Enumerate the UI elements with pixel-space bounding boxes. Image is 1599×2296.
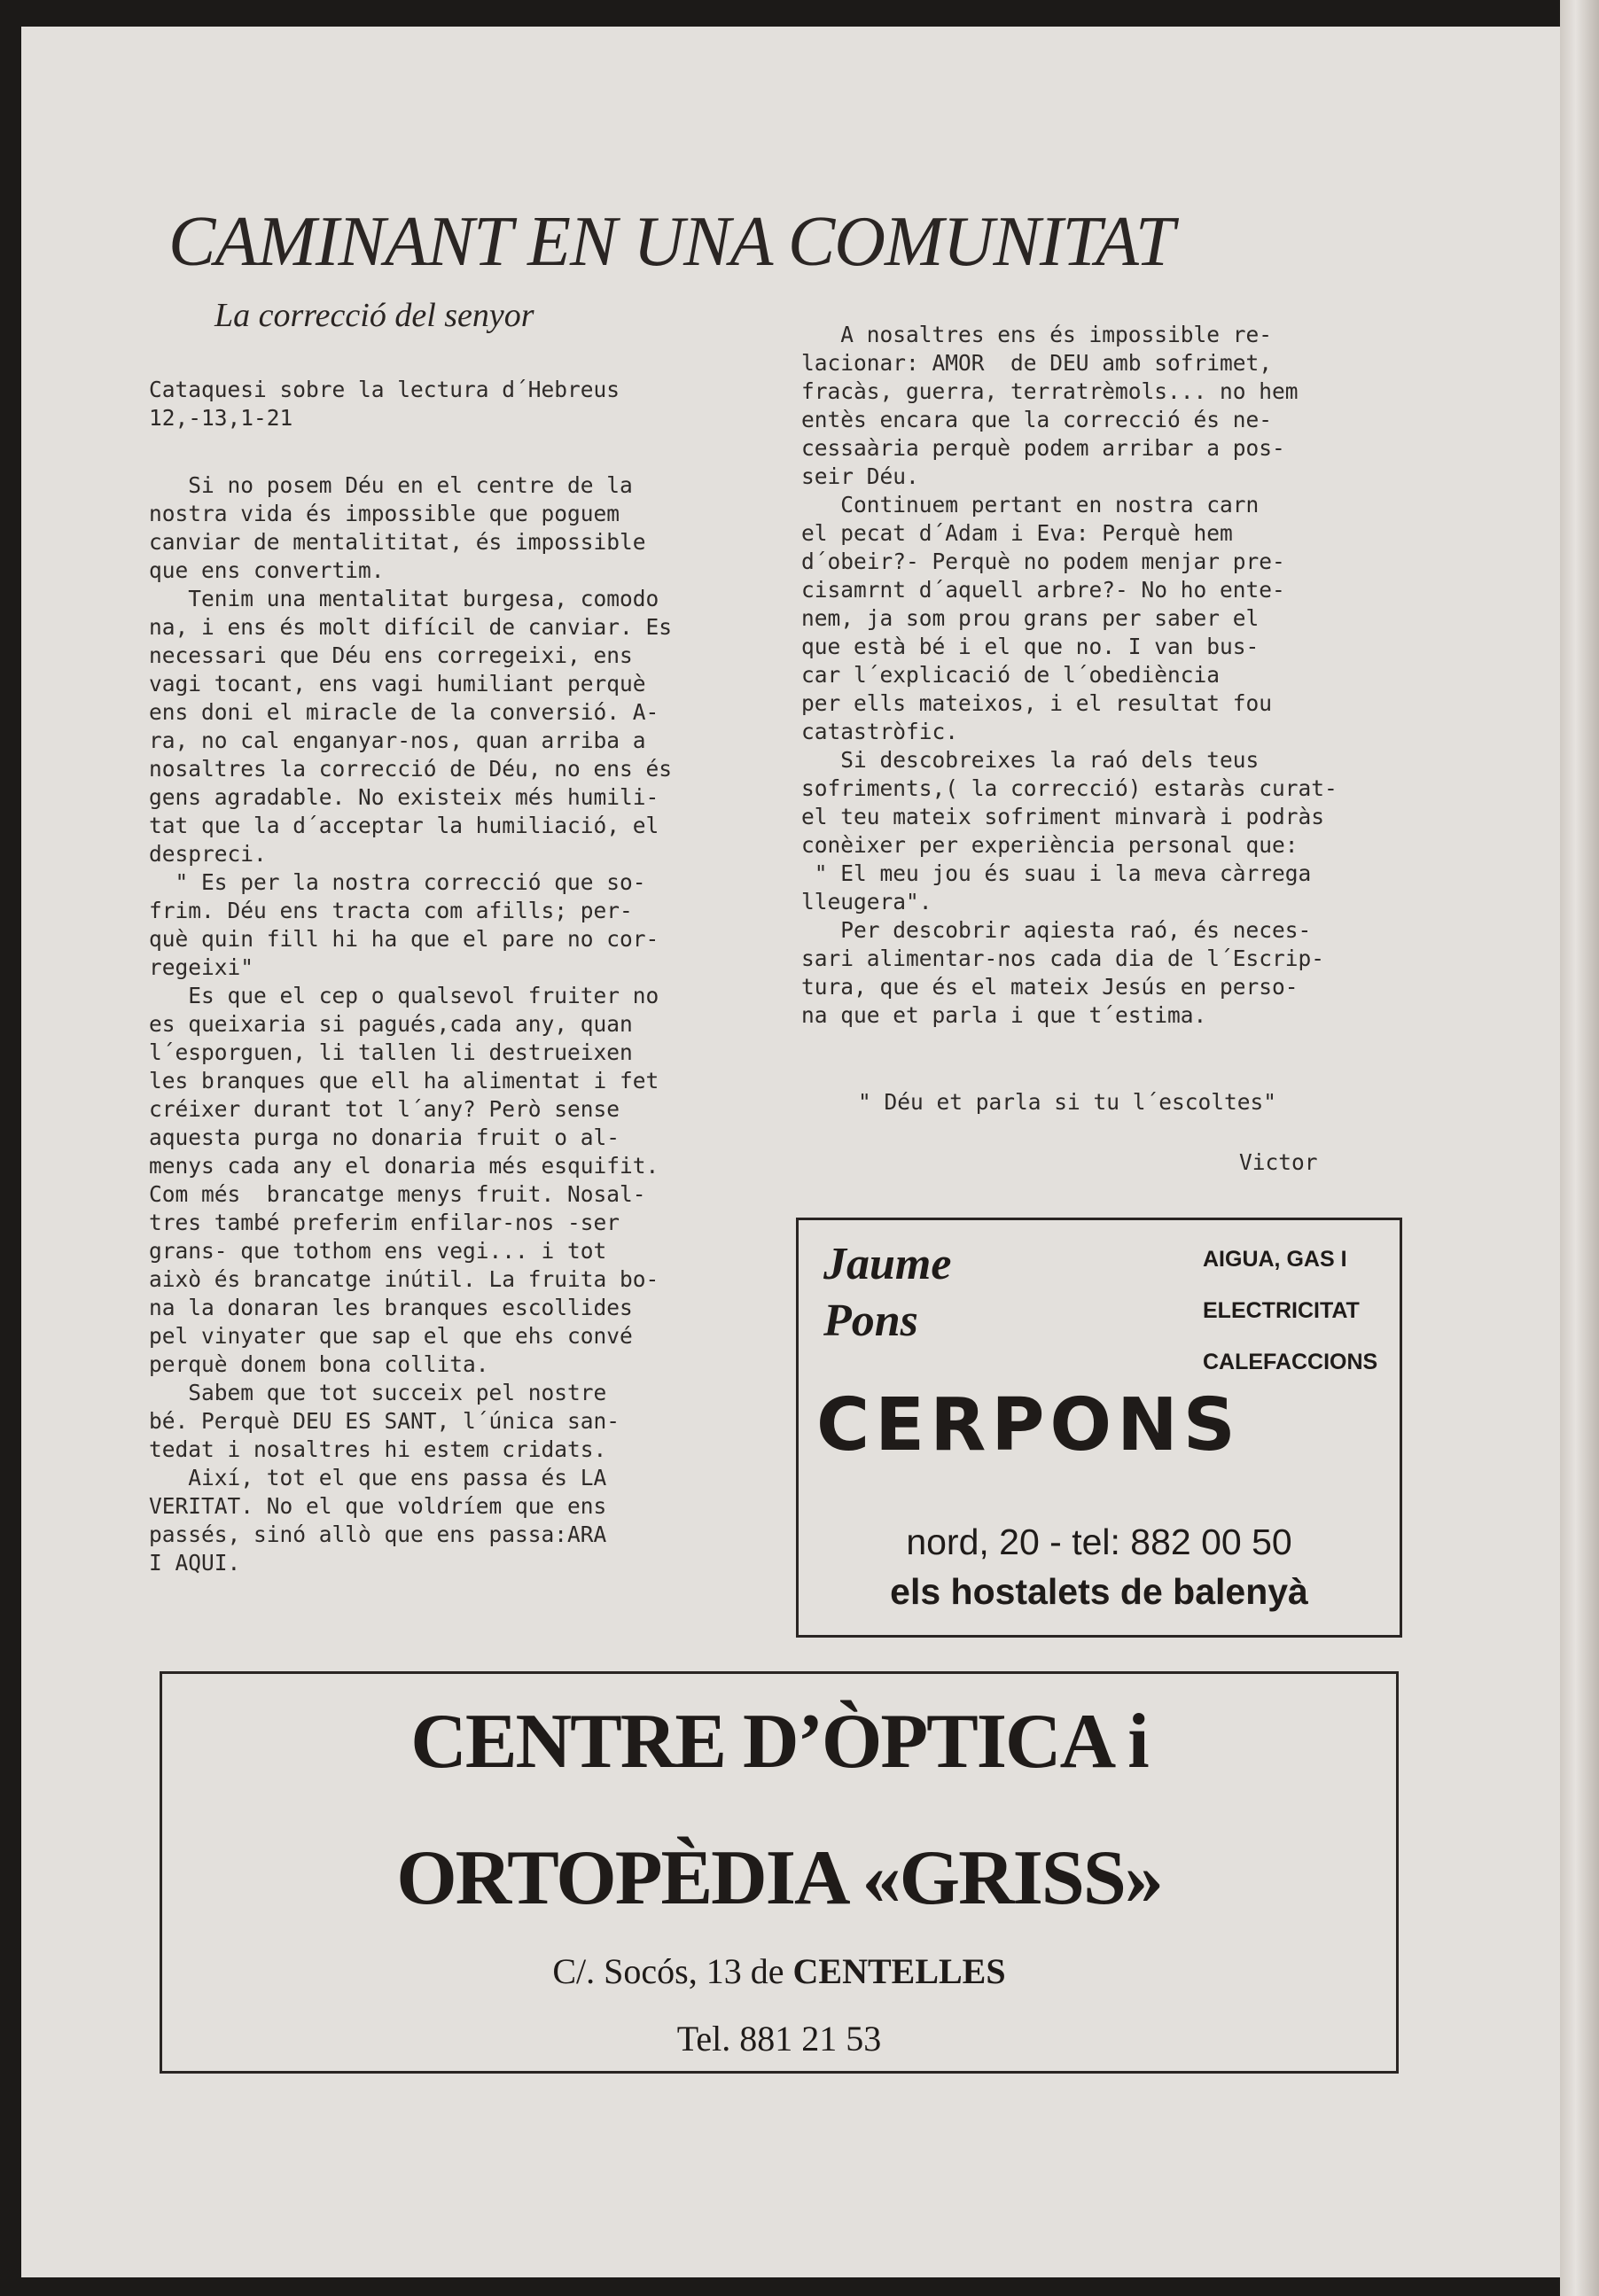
ad-address: nord, 20 - tel: 882 00 50: [906, 1522, 1292, 1562]
ad-brand: CERPONS: [816, 1383, 1241, 1467]
ad-name-line1: Jaume: [823, 1239, 952, 1289]
paragraph: Així, tot el que ens passa és LA VERITAT. No el que voldríem que ens passés, sinó allò que ens passa:ARA I AQUI.: [149, 1465, 607, 1576]
closing-quote: " Déu et parla si tu l´escoltes": [858, 1089, 1277, 1115]
cerpons-advertisement: [796, 1218, 1402, 1638]
paragraph: Si descobreixes la raó dels teus sofriments,( la correcció) estaràs curat- el teu mateix sofriment minvarà i podràs conèixer per experiència personal que: " El meu jou és suau i la meva càrrega lleugera".: [801, 747, 1338, 915]
paragraph: Si no posem Déu en el centre de la nostra vida és impossible que poguem canviar de mentalititat, és impossible que ens convertim.: [149, 472, 646, 583]
ad-service: CALEFACCIONS: [1203, 1350, 1378, 1374]
ad-headline: ORTOPÈDIA «GRISS»: [396, 1835, 1162, 1921]
ad-services: [1203, 1247, 1377, 1401]
optica-advertisement: [160, 1671, 1399, 2074]
ad-service: AIGUA, GAS I: [1203, 1247, 1347, 1272]
ad-service: ELECTRICITAT: [1203, 1298, 1360, 1323]
article-left-column: [149, 376, 716, 1577]
ad-headline: CENTRE D’ÒPTICA i: [410, 1699, 1148, 1785]
paragraph: Sabem que tot succeix pel nostre bé. Perquè DEU ES SANT, l´única san- tedat i nosaltres hi estem cridats.: [149, 1380, 620, 1462]
ad-address-street: C/. Socós, 13 de: [552, 1951, 784, 1991]
paragraph: " Es per la nostra correcció que so- frim. Déu ens tracta com afills; per- què quin fill hi ha que el pare no cor- regeixi": [149, 869, 659, 980]
ad-town: els hostalets de balenyà: [890, 1571, 1308, 1612]
article-author: Victor: [1239, 1149, 1318, 1175]
paragraph: Es que el cep o qualsevol fruiter no es queixaria si pagués,cada any, quan l´esporguen, li tallen li destrueixen les branques que ell ha alimentat i fet créixer durant tot l´any? Però sense aquesta purga no donaria fruit o al- menys cada any el donaria més esquifit. Com més brancatge menys fruit. Nosal- tres també preferim enfilar-nos -ser grans- que tothom ens vegi... i tot això és brancatge inútil. La fruita bo- na la donaran les branques escollides pel vinyater que sap el que ehs convé perquè donem bona collita.: [149, 983, 659, 1377]
article-right-column: [801, 321, 1386, 1030]
ad-name-line2: Pons: [823, 1296, 918, 1346]
page-edge: [1560, 0, 1599, 2296]
article-title: CAMINANT EN UNA COMUNITAT: [168, 203, 1174, 281]
ad-address: [162, 1950, 1396, 1992]
ad-address-town: CENTELLES: [792, 1951, 1006, 1991]
ad-phone: Tel. 881 21 53: [676, 2019, 882, 2059]
article-subtitle: La correcció del senyor: [214, 297, 534, 334]
paragraph: A nosaltres ens és impossible re- lacionar: AMOR de DEU amb sofrimet, fracàs, guerra, terratrèmols... no hem entès encara que la correcció és ne- cessaària perquè podem arribar a pos- seir Déu.: [801, 322, 1299, 489]
paragraph: Continuem pertant en nostra carn el pecat d´Adam i Eva: Perquè hem d´obeir?- Perquè no podem menjar pre- cisamrnt d´aquell arbre?- No ho ente- nem, ja som prou grans per saber el que està bé i el que no. I van bus- car l´explicació de l´obediència per ells mateixos, i el resultat fou catastròfic.: [801, 492, 1285, 744]
article-intro: Cataquesi sobre la lectura d´Hebreus 12,-13,1-21: [149, 377, 620, 431]
paragraph: Tenim una mentalitat burgesa, comodo na, i ens és molt difícil de canviar. Es necessari que Déu ens corregeixi, ens vagi tocant, ens vagi humiliant perquè ens doni el miracle de la conversió. A- ra, no cal enganyar-nos, quan arriba a nosaltres la correcció de Déu, no ens és gens agradable. No existeix més humili- tat que la d´acceptar la humiliació, el despreci.: [149, 586, 673, 867]
paragraph: Per descobrir aqiesta raó, és neces- sari alimentar-nos cada dia de l´Escrip- tura, que és el mateix Jesús en perso- na que et parla i que t´estima.: [801, 917, 1325, 1028]
